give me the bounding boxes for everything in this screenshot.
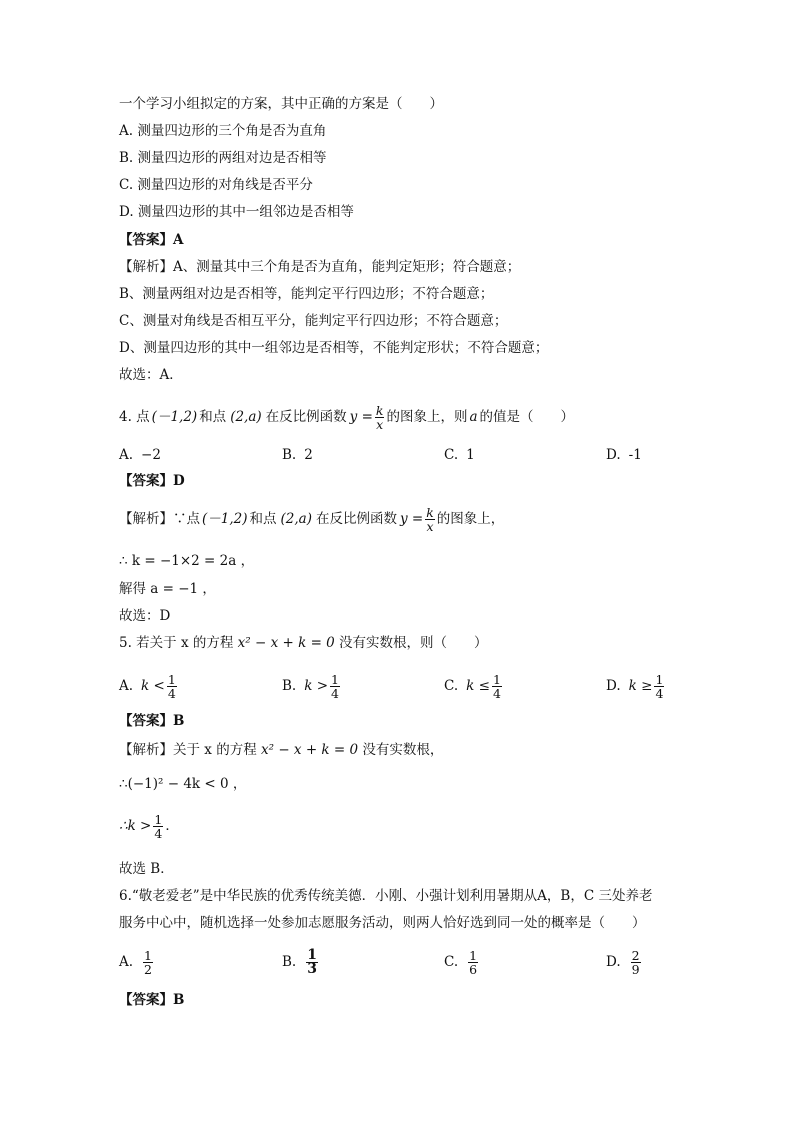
option-lhs: k ≥: [628, 678, 653, 694]
q5-step-2-lhs: ∴k >: [119, 818, 152, 834]
q6-option-c: [444, 943, 480, 981]
fraction-numerator: 1: [144, 947, 152, 963]
q3-analysis-1: 【解析】A、测量其中三个角是否为直角，能判定矩形；符合题意；: [119, 259, 521, 275]
q4-stem-text: 在反比例函数: [265, 409, 347, 425]
fraction-denominator: 6: [469, 961, 478, 977]
q4-step-2: 解得 a = −1 ，: [119, 581, 216, 597]
q4-function-lhs: y =: [349, 409, 373, 425]
q4-point-2: (2,a): [280, 511, 312, 527]
option-label: D.: [606, 678, 621, 694]
q3-answer: 【答案】A: [119, 232, 184, 248]
q6-stem-line-2: 服务中心中，随机选择一处参加志愿服务活动，则两人恰好选到同一处的概率是（ ）: [119, 915, 646, 931]
fraction-numerator: k: [375, 402, 384, 418]
q4-function-lhs: y =: [399, 511, 424, 527]
q4-function-fraction: [425, 506, 435, 533]
q5-options: [119, 668, 679, 704]
q5-stem: [119, 634, 488, 652]
q5-analysis-text: 没有实数根，: [358, 742, 444, 758]
q6-option-d: [606, 943, 643, 981]
option-fraction: [167, 673, 177, 700]
fraction-denominator: 3: [307, 960, 317, 977]
option-fraction: [468, 949, 478, 976]
option-fraction: [631, 949, 641, 976]
q4-point-1: (－1,2): [151, 409, 198, 425]
q6-option-a: [119, 943, 155, 981]
q5-equation: x² − x + k = 0: [261, 742, 359, 758]
q5-stem-text: 没有实数根，则（ ）: [334, 635, 488, 651]
fraction-numerator: 1: [154, 811, 163, 827]
option-label: D.: [606, 447, 621, 463]
q4-conclusion: 故选：D: [119, 608, 171, 624]
q5-conclusion: 故选 B．: [119, 861, 174, 877]
option-label: A.: [119, 954, 134, 970]
q4-analysis-text: 在反比例函数: [315, 511, 397, 527]
q5-step-2-end: ．: [165, 818, 179, 834]
option-lhs: k ≤: [466, 678, 490, 694]
q4-point-1: (－1,2): [202, 511, 248, 527]
q6-option-b: [282, 943, 320, 981]
q4-stem-text: 的图象上，则: [386, 409, 468, 425]
fraction-numerator: 2: [631, 947, 640, 963]
q3-option-c: C. 测量四边形的对角线是否平分: [119, 177, 313, 193]
fraction-denominator: 4: [655, 685, 664, 701]
q3-option-b: B. 测量四边形的两组对边是否相等: [119, 150, 327, 166]
fraction-numerator: k: [426, 504, 434, 520]
q5-option-b: [282, 668, 342, 704]
q4-step-1: ∴ k = −1×2 = 2a ，: [119, 553, 255, 569]
option-label: A.: [119, 447, 134, 463]
q5-equation: x² − x + k = 0: [237, 635, 335, 651]
option-label: D.: [606, 954, 621, 970]
option-lhs: k <: [141, 678, 165, 694]
q3-option-a: A. 测量四边形的三个角是否为直角: [119, 123, 327, 139]
q3-analysis-4: D、测量四边形的其中一组邻边是否相等，不能判定形状；不符合题意；: [119, 340, 549, 356]
q3-option-d: D. 测量四边形的其中一组邻边是否相等: [119, 204, 354, 220]
q4-analysis-text: 的图象上，: [436, 511, 505, 527]
fraction-denominator: x: [426, 518, 434, 534]
fraction-numerator: 1: [492, 671, 501, 687]
fraction-denominator: 9: [631, 961, 640, 977]
q4-analysis: [119, 502, 504, 536]
q4-analysis-text: 和点: [249, 511, 277, 527]
q5-step-2: [119, 808, 179, 844]
q4-stem-text: 4. 点: [119, 409, 150, 425]
option-label: B.: [282, 447, 297, 463]
q4-option-a: [119, 440, 161, 470]
q5-stem-text: 5. 若关于 x 的方程: [119, 635, 238, 651]
q4-option-b: [282, 440, 313, 470]
fraction-numerator: 1: [469, 947, 478, 963]
option-lhs: k >: [304, 678, 329, 694]
q6-stem-line-1: 6.“敬老爱老”是中华民族的优秀传统美德．小刚、小强计划利用暑期从A，B，C 三处养老: [119, 888, 653, 904]
q4-function-fraction: [375, 404, 385, 431]
q5-option-d: [606, 668, 666, 704]
fraction-denominator: x: [376, 416, 384, 432]
q6-options: [119, 943, 679, 981]
option-fraction: [306, 946, 318, 977]
q4-point-2: (2,a): [230, 409, 262, 425]
q5-analysis-text: 【解析】关于 x 的方程: [119, 742, 261, 758]
q4-stem: [119, 400, 574, 434]
q3-analysis-2: B、测量两组对边是否相等，能判定平行四边形；不符合题意；: [119, 286, 494, 302]
q4-options: [119, 440, 679, 470]
option-value: -1: [628, 447, 642, 463]
fraction-numerator: 1: [167, 671, 176, 687]
fraction-denominator: 4: [167, 685, 176, 701]
option-fraction: [654, 673, 664, 700]
option-fraction: [492, 673, 502, 700]
q5-step-2-fraction: [153, 813, 163, 840]
fraction-denominator: 2: [144, 961, 152, 977]
q3-conclusion: 故选：A．: [119, 367, 183, 383]
fraction-numerator: 1: [655, 671, 664, 687]
q5-answer: 【答案】B: [119, 713, 185, 729]
fraction-denominator: 4: [154, 825, 163, 841]
option-label: B.: [282, 678, 297, 694]
option-label: B.: [282, 954, 297, 970]
q4-stem-text: 和点: [199, 409, 227, 425]
option-value: 2: [304, 447, 313, 463]
option-value: −2: [141, 447, 161, 463]
q4-option-d: [606, 440, 642, 470]
q4-option-c: [444, 440, 475, 470]
q5-analysis: [119, 741, 443, 759]
option-label: C.: [444, 678, 459, 694]
fraction-numerator: 1: [307, 946, 317, 963]
option-fraction: [143, 949, 153, 976]
fraction-denominator: 4: [331, 685, 339, 701]
q4-stem-text: 的值是（ ）: [479, 409, 575, 425]
q4-answer: 【答案】D: [119, 473, 185, 489]
option-label: A.: [119, 678, 134, 694]
option-fraction: [330, 673, 340, 700]
q6-answer: 【答案】B: [119, 992, 185, 1008]
fraction-numerator: 1: [331, 671, 339, 687]
q4-analysis-text: 【解析】∵点: [119, 511, 200, 527]
option-value: 1: [466, 447, 475, 463]
option-label: C.: [444, 954, 459, 970]
q3-stem: 一个学习小组拟定的方案，其中正确的方案是（ ）: [119, 96, 443, 112]
q5-option-c: [444, 668, 504, 704]
option-label: C.: [444, 447, 459, 463]
q5-step-1: ∴(−1)² − 4k < 0 ，: [119, 776, 247, 792]
q4-variable-a: a: [469, 409, 478, 425]
q5-option-a: [119, 668, 179, 704]
q3-analysis-3: C、测量对角线是否相互平分，能判定平行四边形；不符合题意；: [119, 313, 508, 329]
fraction-denominator: 4: [492, 685, 501, 701]
